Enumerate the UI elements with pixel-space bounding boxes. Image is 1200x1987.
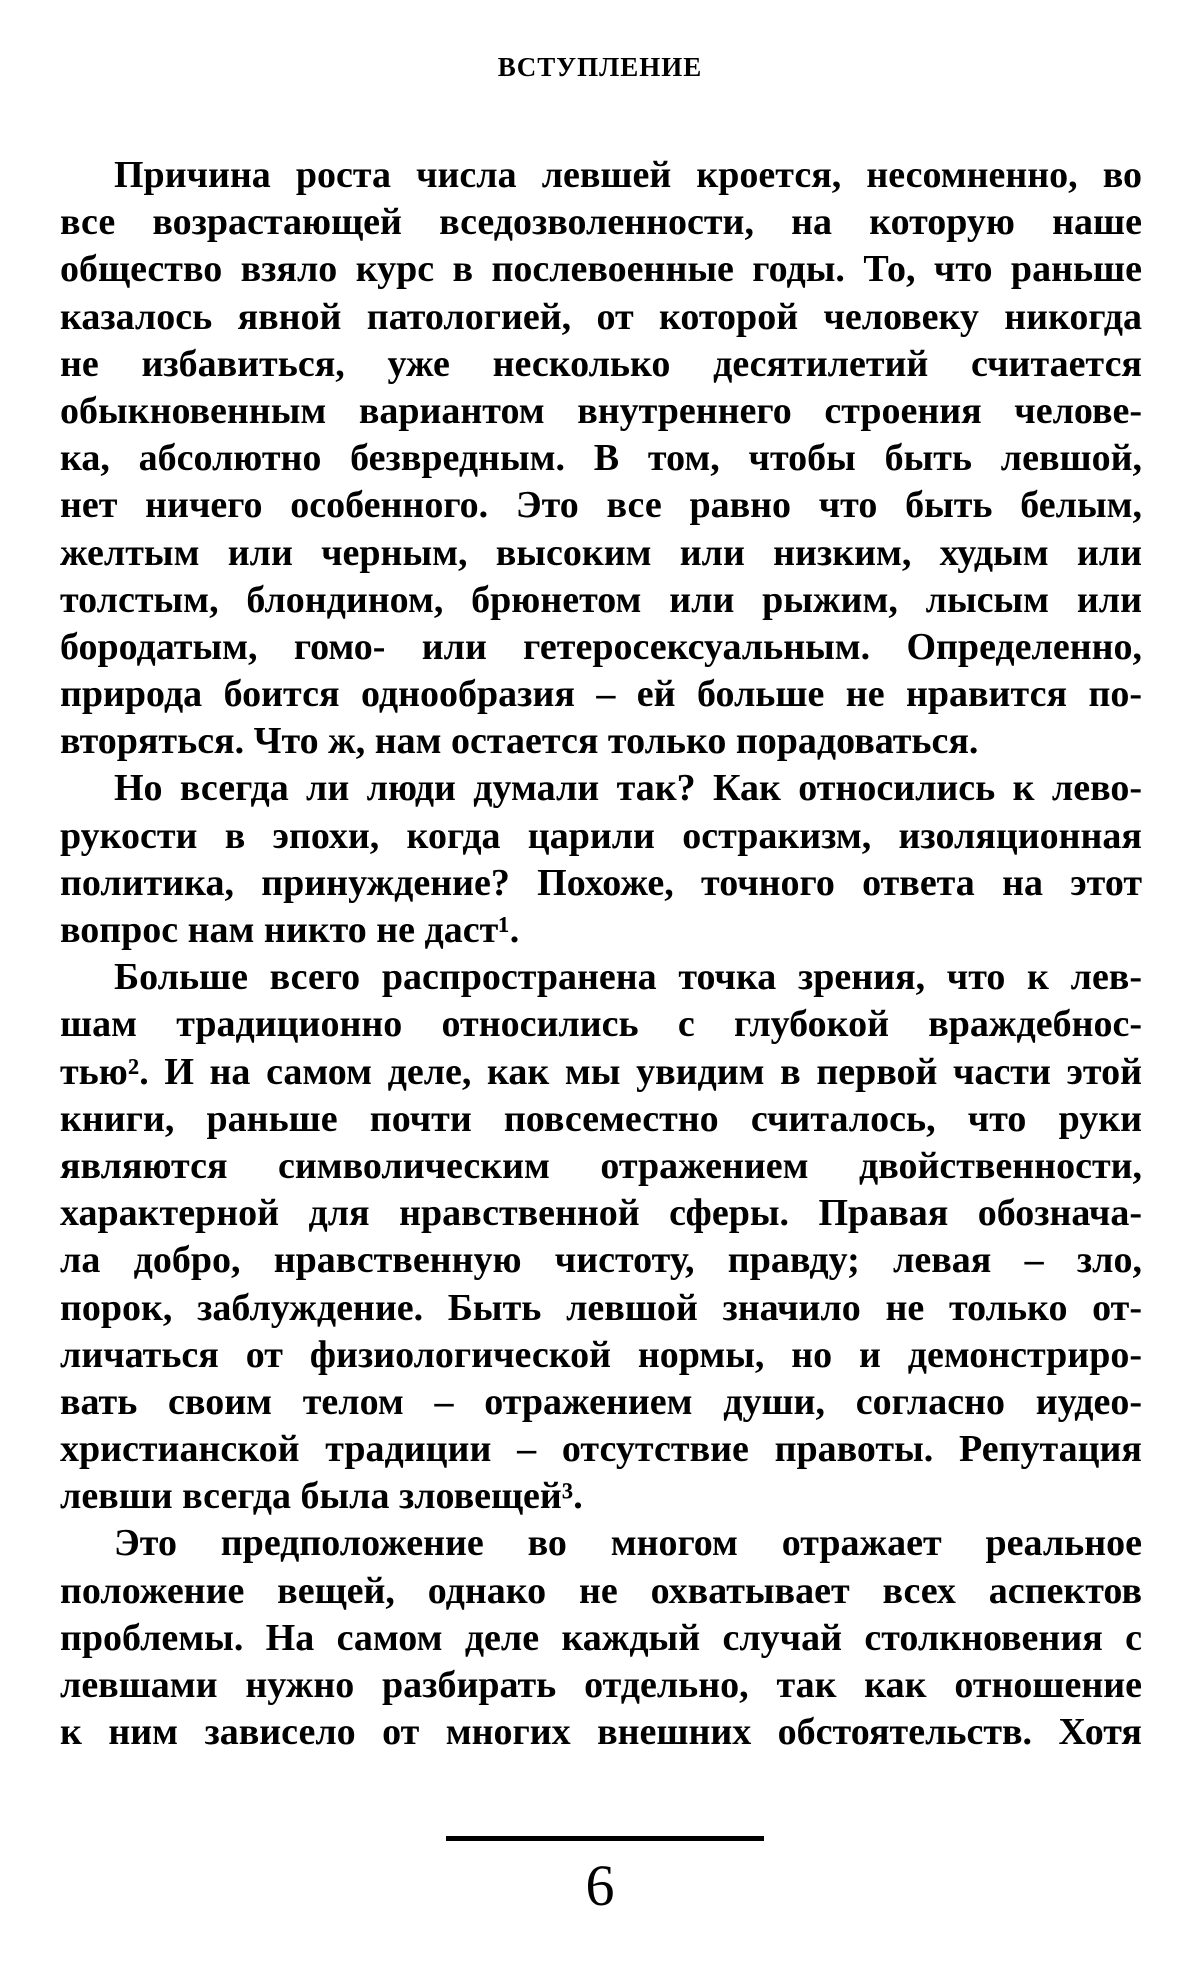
text-line: вопрос нам никто не даст¹. xyxy=(60,909,520,951)
paragraph xyxy=(60,954,1142,1520)
page-number: 6 xyxy=(585,1853,615,1918)
text-line: Это предположение во многом отражает реальное xyxy=(114,1522,1142,1565)
paragraph xyxy=(60,1520,1142,1756)
body-text xyxy=(60,152,1142,1756)
text-line: политика, принуждение? Похоже, точного ответа на этот xyxy=(60,861,1142,904)
text-line: являются символическим отражением двойственности, xyxy=(60,1144,1142,1187)
text-line: рукости в эпохи, когда царили остракизм, изоляционная xyxy=(60,814,1142,857)
text-line: проблемы. На самом деле каждый случай столкновения с xyxy=(60,1616,1142,1659)
text-line: книги, раньше почти повсеместно считалось, что руки xyxy=(60,1097,1142,1140)
text-line: ка, абсолютно безвредным. В том, чтобы быть левшой, xyxy=(60,437,1142,480)
text-line: не избавиться, уже несколько десятилетий считается xyxy=(60,342,1142,385)
text-line: нет ничего особенного. Это все равно что быть белым, xyxy=(60,484,1142,527)
text-line: Причина роста числа левшей кроется, несомненно, во xyxy=(114,154,1142,196)
text-line: христианской традиции – отсутствие правоты. Репутация xyxy=(60,1428,1142,1471)
text-line: к ним зависело от многих внешних обстоятельств. Хотя xyxy=(60,1711,1142,1754)
paragraph xyxy=(60,765,1142,954)
text-line: общество взяло курс в послевоенные годы. То, что раньше xyxy=(60,248,1142,291)
text-line: Но всегда ли люди думали так? Как относились к лево- xyxy=(114,767,1142,810)
text-line: природа боится однообразия – ей больше не нравится по- xyxy=(60,673,1142,716)
text-line: тью². И на самом деле, как мы увидим в первой части этой xyxy=(60,1050,1142,1093)
text-line: ла добро, нравственную чистоту, правду; левая – зло, xyxy=(60,1239,1142,1282)
paragraph xyxy=(60,152,1142,765)
text-line: порок, заблуждение. Быть левшой значило не только от- xyxy=(60,1286,1142,1329)
text-line: характерной для нравственной сферы. Правая обознача- xyxy=(60,1192,1142,1235)
text-line: левши всегда была зловещей³. xyxy=(60,1475,583,1518)
text-line: толстым, блондином, брюнетом или рыжим, лысым или xyxy=(60,578,1142,621)
text-line: шам традиционно относились с глубокой враждебнос- xyxy=(60,1003,1142,1046)
text-line: личаться от физиологической нормы, но и демонстриро- xyxy=(60,1333,1142,1376)
text-line: желтым или черным, высоким или низким, худым или xyxy=(60,531,1142,574)
text-line: левшами нужно разбирать отдельно, так как отношение xyxy=(60,1664,1142,1706)
text-line: вторяться. Что ж, нам остается только порадоваться. xyxy=(60,720,979,763)
text-line: бородатым, гомо- или гетеросексуальным. Определенно, xyxy=(60,625,1142,668)
text-line: Больше всего распространена точка зрения, что к лев- xyxy=(114,956,1142,999)
text-line: обыкновенным вариантом внутреннего строения челове- xyxy=(60,389,1142,432)
text-line: все возрастающей вседозволенности, на которую наше xyxy=(60,201,1142,244)
text-line: положение вещей, однако не охватывает всех аспектов xyxy=(60,1569,1142,1612)
text-line: казалось явной патологией, от которой человеку никогда xyxy=(60,295,1142,338)
text-line: вать своим телом – отражением души, согласно иудео- xyxy=(60,1380,1142,1423)
running-head: ВСТУПЛЕНИЕ xyxy=(497,52,703,82)
footer-rule xyxy=(446,1836,764,1841)
